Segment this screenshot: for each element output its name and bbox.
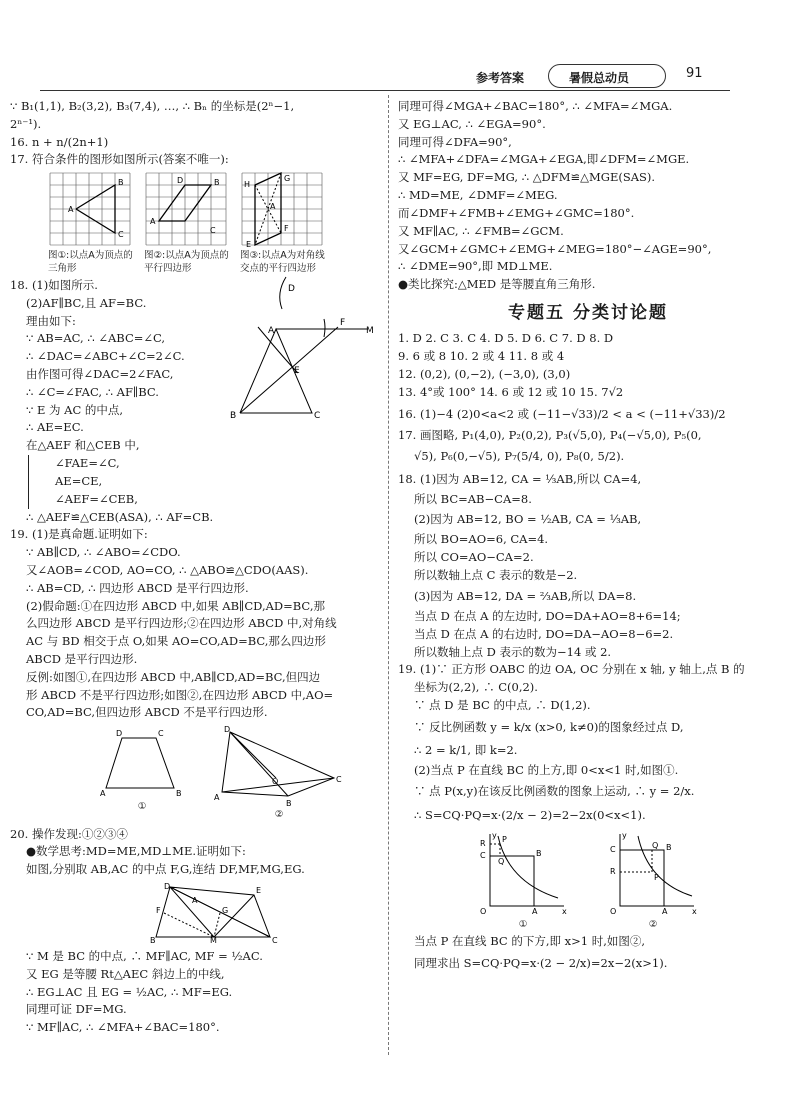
fig17-panel-3 bbox=[240, 171, 332, 275]
grid-figure-icon bbox=[240, 171, 324, 247]
text-line: 19. (1)是真命题.证明如下: bbox=[10, 527, 148, 542]
svg-text:B: B bbox=[666, 843, 672, 853]
svg-text:O: O bbox=[272, 777, 279, 787]
text-line: (3)因为 AB=12, DA = ⅔AB,所以 DA=8. bbox=[414, 588, 637, 603]
text-line: 所以数轴上点 D 表示的数为−14 或 2. bbox=[414, 644, 612, 659]
text-line: 当点 P 在直线 BC 的下方,即 x>1 时,如图②, bbox=[414, 934, 646, 949]
fig19-label-2: ② bbox=[274, 809, 284, 821]
svg-text:C: C bbox=[158, 729, 164, 739]
svg-text:C: C bbox=[480, 851, 486, 861]
graph-panel-1 bbox=[478, 830, 568, 931]
brand-title: 暑假总动员 bbox=[569, 71, 630, 85]
text-line: 17. 画图略, P₁(4,0), P₂(0,2), P₃(√5,0), P₄(−√5,0), P₅(0, bbox=[398, 427, 702, 442]
text-line: ∠FAE=∠C, bbox=[55, 456, 120, 471]
text-line: (2)因为 AB=12, BO = ½AB, CA = ⅓AB, bbox=[414, 512, 642, 527]
svg-text:B: B bbox=[536, 849, 542, 859]
function-graph-2 bbox=[608, 830, 698, 916]
svg-text:E: E bbox=[256, 886, 262, 896]
svg-text:G: G bbox=[222, 906, 229, 916]
text-line: CO,AD=BC,但四边形 ABCD 不是平行四边形. bbox=[26, 705, 268, 720]
text-line: 所以 CO=AO−CA=2. bbox=[414, 550, 534, 565]
q16-line: 16. n + n/(2n+1) bbox=[10, 134, 109, 149]
triangle-midpoint-figure bbox=[150, 881, 280, 943]
quadrilateral-figure bbox=[214, 726, 344, 806]
text-line: ∵ 点 D 是 BC 的中点, ∴ D(1,2). bbox=[414, 697, 591, 712]
svg-text:B: B bbox=[230, 410, 237, 418]
text-line: 同理可得∠DFA=90°, bbox=[398, 134, 512, 149]
text-line: ∴ ∠DME=90°,即 MD⊥ME. bbox=[398, 259, 553, 274]
grid-figure-icon bbox=[48, 171, 132, 247]
svg-text:G: G bbox=[284, 174, 291, 184]
text-line: ∵ 反比例函数 y = k/x (x>0, k≠0)的图象经过点 D, bbox=[414, 719, 684, 734]
section-title: 专题五 分类讨论题 bbox=[508, 302, 668, 323]
text-line: 9. 6 或 8 10. 2 或 4 11. 8 或 4 bbox=[398, 349, 565, 364]
column-divider bbox=[388, 95, 389, 1055]
text-line: 2ⁿ⁻¹). bbox=[10, 116, 42, 131]
svg-text:Q: Q bbox=[652, 841, 659, 851]
text-line: ∵ E 为 AC 的中点, bbox=[26, 402, 124, 417]
svg-text:Q: Q bbox=[498, 857, 505, 867]
svg-text:B: B bbox=[214, 178, 220, 188]
svg-text:A: A bbox=[68, 205, 74, 215]
q18-figure bbox=[228, 273, 378, 418]
text-line: 13. 4°或 100° 14. 6 或 12 或 10 15. 7√2 bbox=[398, 384, 624, 399]
answers-label: 参考答案 bbox=[476, 71, 525, 85]
svg-text:A: A bbox=[150, 217, 156, 227]
text-line: ∴ AE=EC. bbox=[26, 420, 84, 435]
q18-block bbox=[10, 277, 382, 526]
svg-text:C: C bbox=[610, 845, 616, 855]
svg-text:F: F bbox=[340, 317, 346, 328]
svg-text:B: B bbox=[150, 936, 156, 944]
text-line: 由作图可得∠DAC=2∠FAC, bbox=[26, 367, 174, 381]
text-line: ●数学思考:MD=ME,MD⊥ME.证明如下: bbox=[26, 844, 246, 859]
text-line: ●类比探究:△MED 是等腰直角三角形. bbox=[398, 277, 596, 292]
fig17-caption-3: 图③:以点A为对角线交点的平行四边形 bbox=[240, 250, 325, 274]
text-line: ∴ △AEF≌△CEB(ASA), ∴ AF=CB. bbox=[26, 509, 214, 524]
text-line: 而∠DMF+∠FMB+∠EMG+∠GMC=180°. bbox=[398, 205, 635, 220]
fig19-label-1: ① bbox=[137, 801, 147, 813]
fig19-panel-1 bbox=[100, 726, 184, 821]
svg-text:y: y bbox=[492, 831, 497, 841]
text-line: ABCD 是平行四边形. bbox=[26, 652, 138, 666]
fig17-caption-2: 图②:以点A为顶点的平行四边形 bbox=[144, 250, 229, 274]
svg-text:O: O bbox=[610, 907, 617, 917]
svg-text:B: B bbox=[286, 799, 292, 807]
text-line: 同理可得∠MGA+∠BAC=180°, ∴ ∠MFA=∠MGA. bbox=[398, 99, 673, 113]
text-line: 又 MF∥AC, ∴ ∠FMB=∠GCM. bbox=[398, 223, 564, 238]
text-line: 形 ABCD 不是平行四边形;如图②,在四边形 ABCD 中,AO= bbox=[26, 687, 334, 702]
svg-text:B: B bbox=[176, 789, 182, 799]
text-line: √5), P₆(0,−√5), P₇(5/4, 0), P₈(0, 5/2). bbox=[414, 448, 625, 463]
svg-text:C: C bbox=[314, 410, 321, 418]
q16-answer: n + n/(2n+1) bbox=[31, 134, 109, 149]
svg-text:A: A bbox=[270, 202, 276, 212]
svg-text:E: E bbox=[246, 240, 252, 248]
svg-text:x: x bbox=[692, 907, 697, 917]
svg-text:C: C bbox=[272, 936, 278, 944]
text-line: 当点 D 在点 A 的右边时, DO=DA−AO=8−6=2. bbox=[414, 626, 674, 641]
svg-text:F: F bbox=[156, 906, 161, 916]
svg-text:D: D bbox=[164, 882, 171, 892]
text-line: 18. (1)因为 AB=12, CA = ⅓AB,所以 CA=4, bbox=[398, 471, 642, 486]
graph-label-2: ② bbox=[648, 919, 658, 931]
text-line: (2)AF∥BC,且 AF=BC. bbox=[26, 295, 147, 310]
svg-text:D: D bbox=[224, 726, 231, 735]
text-line: ∴ ∠DAC=∠ABC+∠C=2∠C. bbox=[26, 349, 185, 364]
text-line: 又 EG 是等腰 Rt△AEC 斜边上的中线, bbox=[26, 966, 225, 981]
svg-text:F: F bbox=[284, 224, 289, 234]
svg-text:D: D bbox=[177, 176, 184, 186]
function-graph-1 bbox=[478, 830, 568, 916]
svg-text:A: A bbox=[100, 789, 106, 799]
svg-text:M: M bbox=[366, 325, 374, 336]
header-rule bbox=[40, 90, 730, 91]
text-line: ∴ AB=CD, ∴ 四边形 ABCD 是平行四边形. bbox=[26, 580, 249, 595]
text-line: ∵ AB∥CD, ∴ ∠ABO=∠CDO. bbox=[26, 545, 181, 560]
text-line: 同理求出 S=CQ·PQ=x·(2 − 2/x)=2x−2(x>1). bbox=[414, 956, 668, 971]
text-line: ∵ M 是 BC 的中点, ∴ MF∥AC, MF = ½AC. bbox=[26, 949, 263, 964]
text-line: ∠AEF=∠CEB, bbox=[55, 491, 138, 506]
svg-text:E: E bbox=[294, 365, 300, 376]
svg-text:A: A bbox=[532, 907, 538, 917]
svg-text:M: M bbox=[210, 936, 217, 944]
fig19-panel-2 bbox=[214, 726, 344, 821]
text-line: ∴ EG⊥AC 且 EG = ½AC, ∴ MF=EG. bbox=[26, 984, 233, 999]
text-line: 当点 D 在点 A 的左边时, DO=DA+AO=8+6=14; bbox=[414, 608, 681, 623]
text-line: AE=CE, bbox=[55, 473, 103, 488]
text-line: 又∠AOB=∠COD, AO=CO, ∴ △ABO≌△CDO(AAS). bbox=[26, 562, 309, 577]
text-line: 理由如下: bbox=[26, 313, 76, 328]
svg-text:P: P bbox=[654, 873, 659, 883]
graph-label-1: ① bbox=[518, 919, 528, 931]
right-column bbox=[398, 98, 778, 976]
svg-text:D: D bbox=[288, 283, 295, 294]
brace-group bbox=[28, 455, 382, 508]
text-line: 16. (1)−4 (2)0<a<2 或 (−11−√33)/2 < a < (−11+√33)/2 bbox=[398, 406, 726, 421]
svg-text:A: A bbox=[192, 896, 198, 906]
figure-19 bbox=[100, 726, 382, 821]
svg-text:A: A bbox=[268, 325, 275, 336]
svg-text:D: D bbox=[116, 729, 123, 739]
svg-text:y: y bbox=[622, 831, 627, 841]
text-line: ∴ 2 = k/1, 即 k=2. bbox=[414, 742, 518, 757]
text-line: 么四边形 ABCD 是平行四边形;②在四边形 ABCD 中,对角线 bbox=[26, 616, 337, 631]
grid-figure-icon bbox=[144, 171, 228, 247]
text-line: (2)假命题:①在四边形 ABCD 中,如果 AB∥CD,AD=BC,那 bbox=[26, 598, 325, 613]
text-line: ∵ AB=AC, ∴ ∠ABC=∠C, bbox=[26, 331, 166, 346]
text-line: ∴ S=CQ·PQ=x·(2/x − 2)=2−2x(0<x<1). bbox=[414, 807, 646, 822]
page-number: 91 bbox=[686, 66, 703, 81]
svg-text:O: O bbox=[480, 907, 487, 917]
figure-20 bbox=[150, 881, 382, 946]
svg-text:B: B bbox=[118, 178, 124, 188]
fig17-panel-1 bbox=[48, 171, 136, 275]
text-line: 所以 BO=AO=6, CA=4. bbox=[414, 532, 549, 547]
svg-text:C: C bbox=[118, 230, 124, 240]
text-line: 所以 BC=AB−CA=8. bbox=[414, 491, 532, 506]
text-line: 12. (0,2), (0,−2), (−3,0), (3,0) bbox=[398, 366, 571, 381]
text-line: ∵ 点 P(x,y)在该反比例函数的图象上运动, ∴ y = 2/x. bbox=[414, 783, 695, 798]
text-line: 反例:如图①,在四边形 ABCD 中,AB∥CD,AD=BC,但四边 bbox=[26, 669, 321, 684]
brand-badge bbox=[548, 64, 666, 88]
text-line: 同理可证 DF=MG. bbox=[26, 1002, 127, 1017]
text-line: 19. (1)∵ 正方形 OABC 的边 OA, OC 分别在 x 轴, y 轴上,点 B 的 bbox=[398, 662, 745, 677]
text-line: 所以数轴上点 C 表示的数是−2. bbox=[414, 568, 578, 583]
text-line: 又 MF=EG, DF=MG, ∴ △DFM≌△MGE(SAS). bbox=[398, 170, 656, 185]
svg-text:R: R bbox=[480, 839, 486, 849]
text-line: 如图,分别取 AB,AC 的中点 F,G,连结 DF,MF,MG,EG. bbox=[26, 862, 305, 877]
svg-text:C: C bbox=[210, 226, 216, 236]
fig17-panel-2 bbox=[144, 171, 232, 275]
svg-text:H: H bbox=[244, 180, 251, 190]
figure-19-graphs bbox=[478, 830, 778, 931]
text-line: 在△AEF 和△CEB 中, bbox=[26, 438, 140, 453]
text-line: (2)当点 P 在直线 BC 的上方,即 0<x<1 时,如图①. bbox=[414, 762, 679, 777]
svg-text:x: x bbox=[562, 907, 567, 917]
text-line: ∴ MD=ME, ∠DMF=∠MEG. bbox=[398, 188, 558, 203]
text-line: ∵ MF∥AC, ∴ ∠MFA+∠BAC=180°. bbox=[26, 1020, 220, 1035]
svg-text:C: C bbox=[336, 775, 342, 785]
trapezoid-figure bbox=[100, 726, 184, 798]
text-line: 1. D 2. C 3. C 4. D 5. D 6. C 7. D 8. D bbox=[398, 331, 614, 346]
text-line: ∴ ∠C=∠FAC, ∴ AF∥BC. bbox=[26, 384, 159, 399]
svg-text:P: P bbox=[502, 835, 507, 845]
svg-text:R: R bbox=[610, 867, 616, 877]
text-line: AC 与 BD 相交于点 O,如果 AO=CO,AD=BC,那么四边形 bbox=[26, 634, 326, 649]
q17-line: 17. 符合条件的图形如图所示(答案不唯一): bbox=[10, 152, 229, 167]
figure-17 bbox=[48, 171, 382, 275]
fig17-caption-1: 图①:以点A为顶点的三角形 bbox=[48, 250, 133, 274]
svg-text:A: A bbox=[214, 793, 220, 803]
left-column bbox=[10, 98, 382, 1037]
svg-text:A: A bbox=[662, 907, 668, 917]
text-line: 又 EG⊥AC, ∴ ∠EGA=90°. bbox=[398, 116, 546, 131]
graph-panel-2 bbox=[608, 830, 698, 931]
text-line: 又∠GCM+∠GMC+∠EMG+∠MEG=180°−∠AGE=90°, bbox=[398, 241, 712, 256]
text-line: 坐标为(2,2), ∴ C(0,2). bbox=[414, 680, 538, 695]
text-line: 18. (1)如图所示. bbox=[10, 277, 98, 292]
text-line: ∴ ∠MFA+∠DFA=∠MGA+∠EGA,即∠DFM=∠MGE. bbox=[398, 152, 690, 167]
text-line: 20. 操作发现:①②③④ bbox=[10, 826, 128, 841]
text-line: ∵ B₁(1,1), B₂(3,2), B₃(7,4), …, ∴ Bₙ 的坐标是(2ⁿ−1, bbox=[10, 99, 295, 113]
